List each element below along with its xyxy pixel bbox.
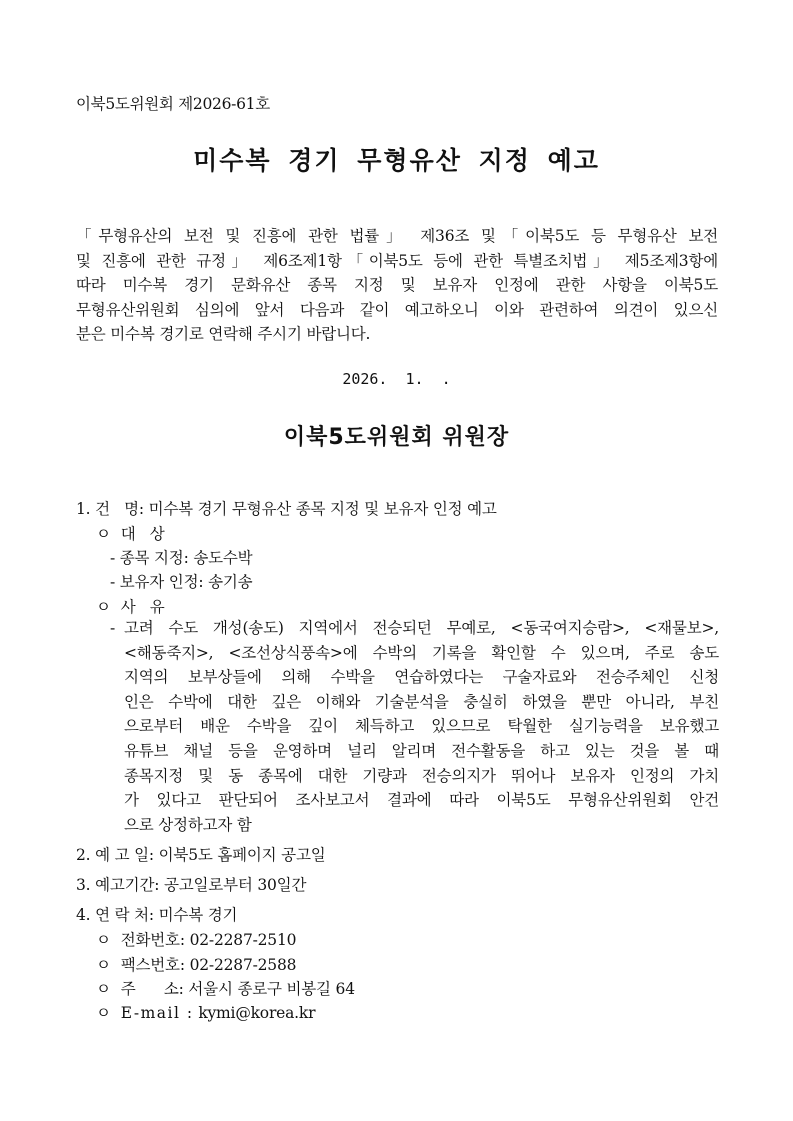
reason-heading — [96, 595, 164, 617]
reason-line: 인은 수박에 대한 깊은 이해와 기술분석을 충실히 하였을 뿐만 아니라, 부친 — [124, 692, 719, 711]
contact-email — [96, 1001, 315, 1023]
phone-number: 02-2287-2510 — [189, 931, 297, 949]
reason-paragraph — [110, 616, 719, 837]
item-value: 미수복 경기 — [158, 906, 238, 924]
reason-line: 지역의 보부상들에 의해 수박을 연습하였다는 구술자료와 전승주체인 신청 — [124, 668, 719, 687]
notice-date: 2026. 1. . — [342, 370, 451, 388]
circle-bullet-icon: ㅇ — [96, 931, 111, 949]
item-2-notice-date — [76, 843, 326, 865]
document-number: 이북5도위원회 제2026-61호 — [76, 95, 270, 113]
item-number: 3. — [76, 876, 91, 894]
address: 서울시 종로구 비봉길 64 — [188, 980, 355, 998]
item-value: 이북5도 홈페이지 공고일 — [158, 846, 326, 864]
item-label: 예고기간: — [95, 876, 160, 894]
circle-bullet-icon: ㅇ — [96, 525, 111, 543]
intro-line: 따라 미수복 경기 문화유산 종목 지정 및 보유자 인정에 관한 사항을 이북5도 — [76, 276, 718, 295]
document-title: 미수복 경기 무형유산 지정 예고 — [193, 146, 600, 175]
target-entry-designation: - 종목 지정: 송도수박 — [110, 549, 253, 567]
intro-line: 분은 미수복 경기로 연락해 주시기 바랍니다. — [76, 325, 371, 344]
reason-line: 고려 수도 개성(송도) 지역에서 전승되던 무예로, <동국여지승람>, <재물보>, — [124, 619, 719, 637]
item-value: 미수복 경기 무형유산 종목 지정 및 보유자 인정 예고 — [148, 500, 497, 518]
reason-line: 가 있다고 판단되어 조사보고서 결과에 따라 이북5도 무형유산위원회 안건 — [124, 791, 719, 810]
item-label: 예 고 일: — [95, 846, 154, 864]
contact-label: 주 소: — [120, 980, 184, 998]
contact-address — [96, 977, 355, 999]
contact-phone — [96, 928, 296, 950]
item-number: 1. — [76, 500, 91, 518]
intro-line: 무형유산위원회 심의에 앞서 다음과 같이 예고하오니 이와 관련하여 의견이 있으신 — [76, 300, 718, 319]
reason-label: 사 유 — [120, 598, 165, 616]
contact-label: 팩스번호: — [120, 956, 185, 974]
item-number: 4. — [76, 906, 91, 924]
contact-label: 전화번호: — [120, 931, 185, 949]
reason-line: <해동죽지>, <조선상식풍속>에 수박의 기록을 확인할 수 있으며, 주로 송도 — [124, 643, 719, 662]
target-entry-holder: - 보유자 인정: 송기송 — [110, 573, 253, 591]
item-3-notice-period — [76, 873, 306, 895]
fax-number: 02-2287-2588 — [189, 956, 297, 974]
circle-bullet-icon: ㅇ — [96, 956, 111, 974]
item-4-contact — [76, 903, 237, 925]
reason-line: 종목지정 및 동 종목에 대한 기량과 전승의지가 뛰어나 보유자 인정의 가치 — [124, 766, 719, 785]
intro-line: 「무형유산의 보전 및 진흥에 관한 법률」 제36조 및「이북5도 등 무형유산 보전 — [76, 227, 718, 245]
item-value: 공고일로부터 30일간 — [163, 876, 307, 894]
email-address[interactable]: kymi@korea.kr — [198, 1004, 316, 1022]
intro-paragraph — [76, 224, 718, 347]
reason-line: 으로부터 배운 수박을 깊이 체득하고 있으므로 탁월한 실기능력을 보유했고 — [124, 717, 719, 736]
item-label: 건 명: — [95, 500, 144, 518]
item-label: 연 락 처: — [95, 906, 154, 924]
intro-line: 및 진흥에 관한 규정」 제6조제1항「이북5도 등에 관한 특별조치법」 제5조제3항에 — [76, 251, 718, 270]
circle-bullet-icon: ㅇ — [96, 598, 111, 616]
dash-bullet-icon: - — [110, 619, 116, 637]
reason-line: 유튜브 채널 등을 운영하며 널리 알리며 전수활동을 하고 있는 것을 볼 때 — [124, 741, 719, 760]
circle-bullet-icon: ㅇ — [96, 1004, 111, 1022]
circle-bullet-icon: ㅇ — [96, 980, 111, 998]
item-1-heading — [76, 497, 497, 519]
item-number: 2. — [76, 846, 91, 864]
target-heading — [96, 522, 164, 544]
contact-label: E-mail : — [120, 1004, 194, 1022]
target-label: 대 상 — [120, 525, 165, 543]
reason-line: 으로 상정하고자 함 — [124, 815, 252, 834]
signatory: 이북5도위원회 위원장 — [283, 425, 510, 450]
contact-fax — [96, 953, 296, 975]
